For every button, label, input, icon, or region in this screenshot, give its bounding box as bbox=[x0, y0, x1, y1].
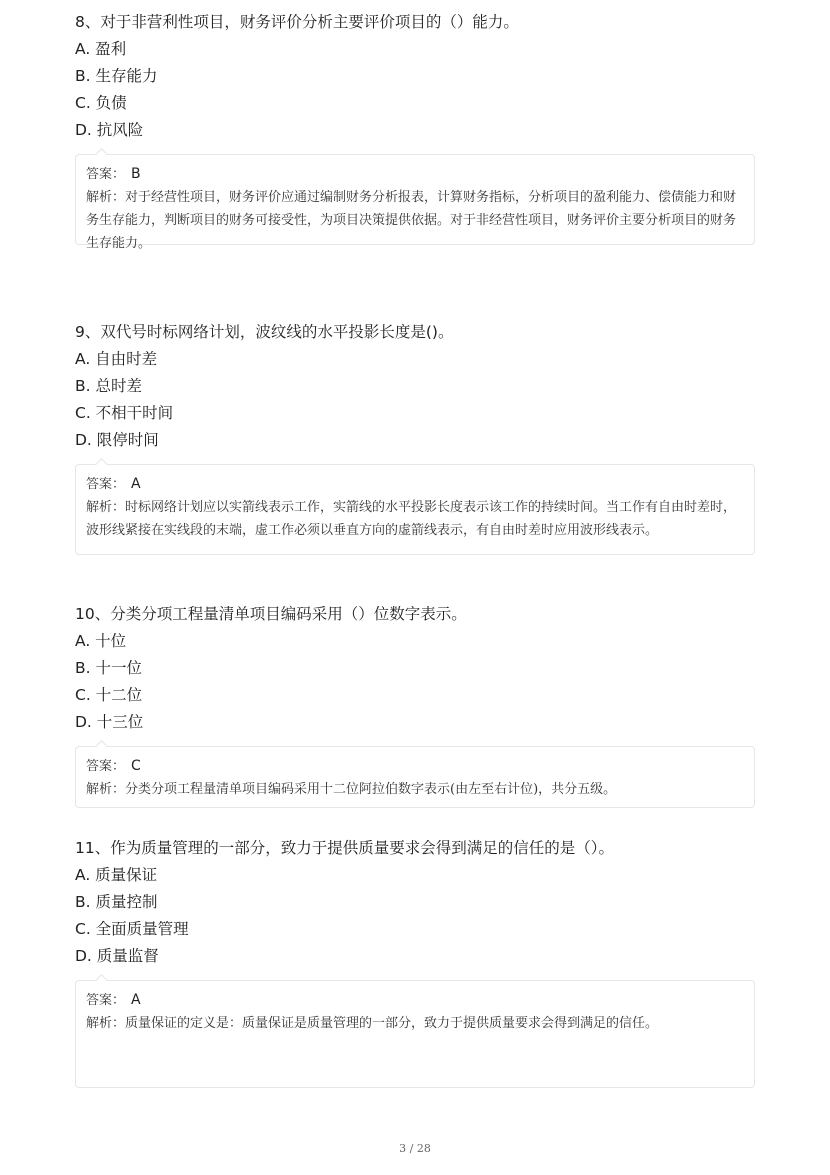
option-a: A. 质量保证 bbox=[75, 866, 158, 884]
option-c: C. 负债 bbox=[75, 94, 127, 112]
answer-label: 答案： bbox=[86, 167, 126, 182]
answer-box bbox=[75, 464, 755, 555]
option-c: C. 不相干时间 bbox=[75, 404, 174, 422]
option-a: A. 自由时差 bbox=[75, 350, 158, 368]
answer-label: 答案： bbox=[86, 993, 126, 1008]
explanation-text: 解析：分类分项工程量清单项目编码采用十二位阿拉伯数字表示(由左至右计位)，共分五级。 bbox=[86, 782, 617, 797]
explanation-text: 解析：对于经营性项目，财务评价应通过编制财务分析报表，计算财务指标，分析项目的盈利能力、偿债能力和财务生存能力，判断项目的财务可接受性，为项目决策提供依据。对于非经营性项目，财务评价主要分析项目的财务生存能力。 bbox=[86, 190, 737, 251]
option-b: B. 生存能力 bbox=[75, 67, 158, 85]
question-title: 11、作为质量管理的一部分，致力于提供质量要求会得到满足的信任的是（）。 bbox=[75, 839, 614, 857]
answer-label: 答案： bbox=[86, 477, 126, 492]
explanation-text: 解析：时标网络计划应以实箭线表示工作，实箭线的水平投影长度表示该工作的持续时间。当工作有自由时差时，波形线紧接在实线段的末端，虚工作必须以垂直方向的虚箭线表示，有自由时差时应用波形线表示。 bbox=[86, 500, 737, 538]
option-c: C. 全面质量管理 bbox=[75, 920, 189, 938]
question-title: 10、分类分项工程量清单项目编码采用（）位数字表示。 bbox=[75, 605, 467, 623]
question-10 bbox=[75, 604, 755, 808]
option-a: A. 十位 bbox=[75, 632, 127, 650]
question-9 bbox=[75, 322, 755, 555]
answer-line bbox=[86, 989, 744, 1012]
question-title: 8、对于非营利性项目，财务评价分析主要评价项目的（）能力。 bbox=[75, 13, 519, 31]
option-b: B. 总时差 bbox=[75, 377, 142, 395]
option-a: A. 盈利 bbox=[75, 40, 127, 58]
answer-value: A bbox=[131, 992, 141, 1008]
question-11 bbox=[75, 838, 755, 1088]
answer-box bbox=[75, 154, 755, 251]
question-8 bbox=[75, 12, 755, 251]
option-d: D. 抗风险 bbox=[75, 121, 144, 139]
answer-value: A bbox=[131, 476, 141, 492]
question-title: 9、双代号时标网络计划，波纹线的水平投影长度是()。 bbox=[75, 323, 454, 341]
answer-line bbox=[86, 473, 744, 496]
answer-line bbox=[86, 755, 744, 778]
answer-box bbox=[75, 980, 755, 1088]
explanation-text: 解析：质量保证的定义是：质量保证是质量管理的一部分，致力于提供质量要求会得到满足的信任。 bbox=[86, 1016, 659, 1031]
option-b: B. 质量控制 bbox=[75, 893, 158, 911]
page-number: 3 / 28 bbox=[399, 1142, 431, 1155]
answer-label: 答案： bbox=[86, 759, 126, 774]
option-c: C. 十二位 bbox=[75, 686, 143, 704]
option-d: D. 限停时间 bbox=[75, 431, 159, 449]
option-d: D. 十三位 bbox=[75, 713, 144, 731]
option-b: B. 十一位 bbox=[75, 659, 142, 677]
option-d: D. 质量监督 bbox=[75, 947, 159, 965]
answer-line bbox=[86, 163, 744, 186]
answer-value: B bbox=[131, 166, 141, 182]
answer-value: C bbox=[131, 758, 141, 774]
answer-box bbox=[75, 746, 755, 808]
